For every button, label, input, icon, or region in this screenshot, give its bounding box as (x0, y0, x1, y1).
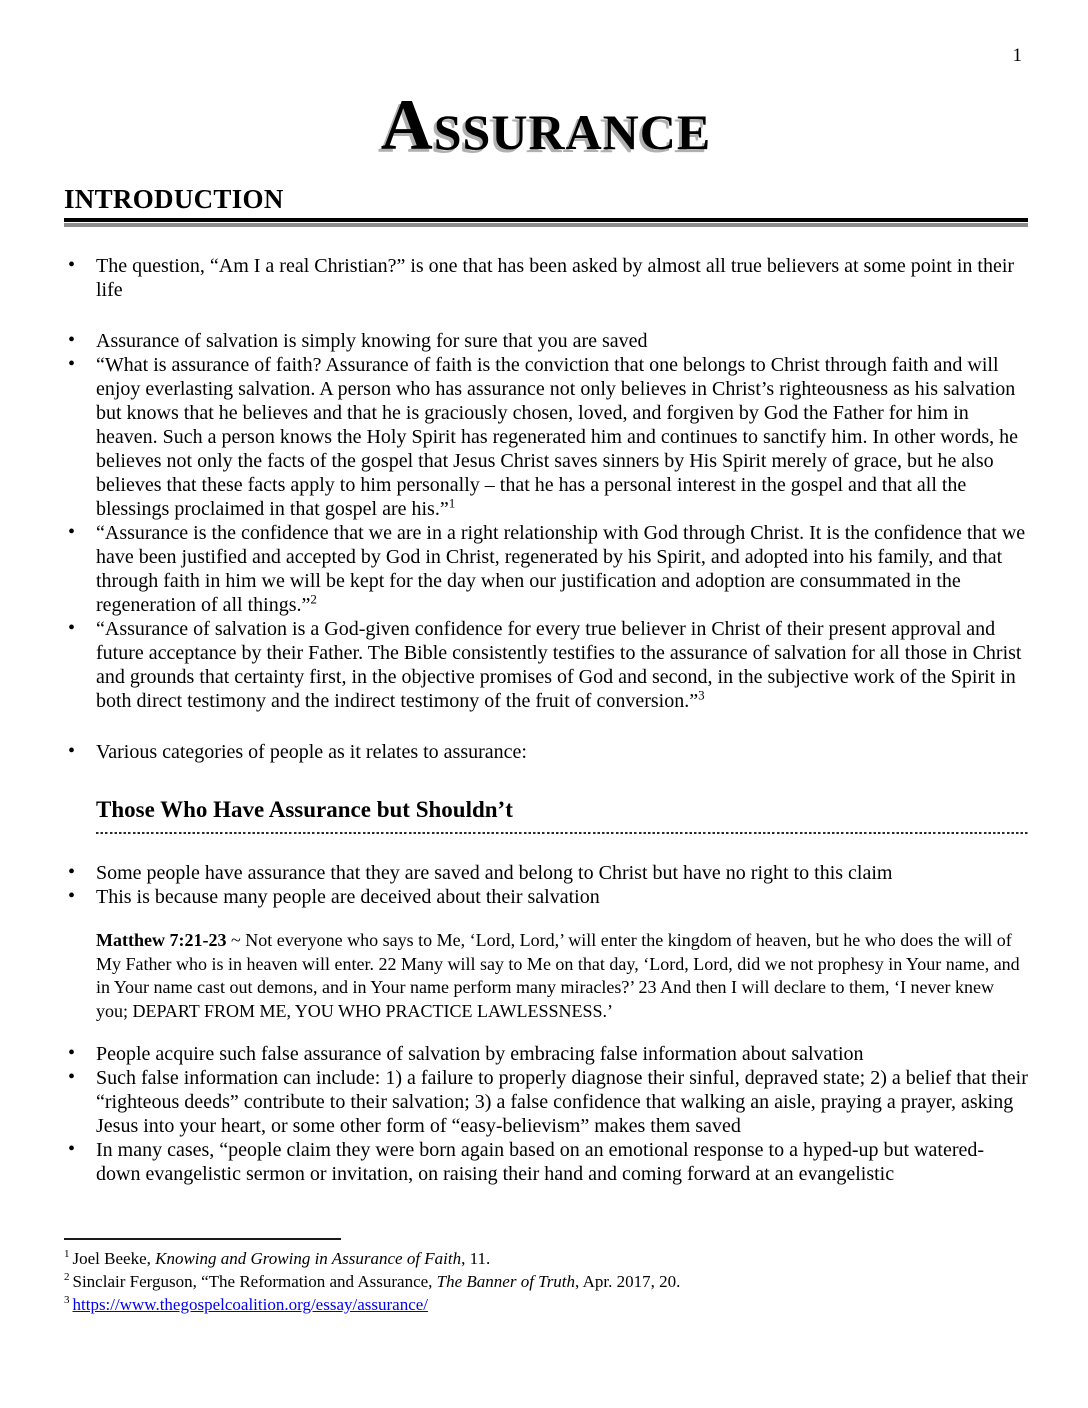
bullet-item (64, 740, 1028, 764)
footnote-ref: 3 (698, 687, 705, 703)
footnote-text: , 11. (461, 1249, 491, 1268)
bullet-text: People acquire such false assurance of salvation by embracing false information about salvation (96, 1043, 864, 1065)
bullet-text: The question, “Am I a real Christian?” is one that has been asked by almost all true believers at some point in their life (96, 255, 1015, 301)
footnote-text: Sinclair Ferguson, “The Reformation and Assurance, (72, 1272, 437, 1291)
bullet-icon: • (68, 1138, 76, 1160)
heading-rule (64, 218, 1028, 227)
footnote-item (64, 1293, 1028, 1316)
bullet-item (64, 1138, 1028, 1186)
bullet-icon: • (68, 329, 76, 351)
bullet-text: Assurance of salvation is simply knowing for sure that you are saved (96, 330, 648, 352)
footnote-text: Joel Beeke, (72, 1249, 156, 1268)
page-number: 1 (1012, 45, 1022, 66)
footnote-text: , Apr. 2017, 20. (575, 1272, 681, 1291)
bullet-text: Various categories of people as it relates to assurance: (96, 741, 527, 763)
bullet-item (64, 329, 1028, 353)
bullet-text: “Assurance of salvation is a God-given confidence for every true believer in Christ of their present approval and future acceptance by their Father. The Bible consistently testifies to the assurance of salvation for all those in Christ and grounds that certainty first, in the objective promises of God and second, in the subjective work of the Spirit in both direct testimony and the indirect testimony of the fruit of conversion.” (96, 618, 1022, 712)
bullet-icon: • (68, 861, 76, 883)
footnote-ref: 1 (448, 495, 456, 511)
footnote-number: 3 (64, 1294, 70, 1307)
footnote-work-title: Knowing and Growing in Assurance of Faith (155, 1249, 462, 1268)
scripture-quote-block (96, 929, 1028, 1023)
bullet-text: “What is assurance of faith? Assurance of faith is the conviction that one belongs to Christ through faith and will enjoy everlasting salvation. A person who has assurance not only believes in Christ’s righteousness as his salvation but knows that he believes and that he is graciously chosen, loved, and forgiven by God the Father for him in heaven. Such a person knows the Holy Spirit has regenerated him and continues to sanctify him. In other words, he believes not only the facts of the gospel that Jesus Christ saves sinners by His Spirit merely of grace, but he also believes that these facts apply to him personally – that he has a personal interest in the gospel and that all the blessings proclaimed in that gospel are his.” (96, 354, 1019, 520)
heading-rule-thick-line (64, 218, 1028, 222)
bullet-icon: • (68, 617, 76, 639)
bullet-item (64, 861, 1028, 885)
footnote-item (64, 1247, 1028, 1270)
bullet-icon: • (68, 740, 76, 762)
footnote-number: 1 (64, 1248, 70, 1261)
bullet-item (64, 521, 1028, 617)
bullet-item (64, 1042, 1028, 1066)
scripture-text: ~ Not everyone who says to Me, ‘Lord, Lord,’ will enter the kingdom of heaven, but he who does the will of My Father who is in heaven will enter. 22 Many will say to Me on that day, ‘Lord, Lord, did we not prophesy in Your name, and in Your name cast out demons, and in Your name perform many miracles?’ 23 And then I will declare to them, ‘I never knew you; DEPART FROM ME, YOU WHO PRACTICE LAWLESSNESS.’ (96, 930, 1020, 1021)
section-heading-introduction: INTRODUCTION (64, 184, 284, 214)
scripture-reference: Matthew 7:21-23 (96, 930, 227, 950)
document-title: ASSURANCE (380, 85, 712, 165)
subheading-dotted-rule (96, 832, 1028, 834)
footnote-hyperlink[interactable]: https://www.thegospelcoalition.org/essay/assurance/ (72, 1295, 429, 1314)
bullet-icon: • (68, 353, 76, 375)
footnote-work-title: The Banner of Truth (436, 1272, 576, 1291)
bullet-icon: • (68, 885, 76, 907)
bullet-item (64, 254, 1028, 302)
bullet-text: Such false information can include: 1) a failure to properly diagnose their sinful, depraved state; 2) a belief that their “righteous deeds” contribute to their salvation; 3) a false confidence that walking an aisle, praying a prayer, asking Jesus into your heart, or some other form of “easy-believism” makes them saved (96, 1067, 1028, 1137)
bullet-icon: • (68, 1066, 76, 1088)
footnote-item (64, 1270, 1028, 1293)
footnotes-section (64, 1238, 1028, 1316)
introduction-content (64, 254, 1028, 1186)
bullet-item (64, 1066, 1028, 1138)
bullet-icon: • (68, 521, 76, 543)
bullet-text: This is because many people are deceived about their salvation (96, 886, 600, 908)
footnote-number: 2 (64, 1271, 70, 1284)
bullet-item (64, 353, 1028, 521)
bullet-item (64, 617, 1028, 713)
section-content (64, 861, 1028, 1186)
bullet-text: Some people have assurance that they are saved and belong to Christ but have no right to this claim (96, 862, 893, 884)
section-heading-those-who-have-assurance: Those Who Have Assurance but Shouldn’t (96, 797, 513, 822)
bullet-text: “Assurance is the confidence that we are in a right relationship with God through Christ. It is the confidence that we have been justified and accepted by God in Christ, regenerated by his Spirit, and adopted into his family, and that through faith in him we will be kept for the day when our justification and adoption are consummated in the regeneration of all things.” (96, 522, 1026, 616)
footnote-separator (64, 1238, 341, 1240)
bullet-icon: • (68, 254, 76, 276)
heading-rule-shadow-line (64, 223, 1028, 227)
footnote-ref: 2 (310, 591, 317, 607)
bullet-icon: • (68, 1042, 76, 1064)
bullet-text: In many cases, “people claim they were born again based on an emotional response to a hyped-up but watered-down evangelistic sermon or invitation, on raising their hand and coming forward at an evangelistic (96, 1139, 985, 1185)
bullet-item (64, 885, 1028, 909)
